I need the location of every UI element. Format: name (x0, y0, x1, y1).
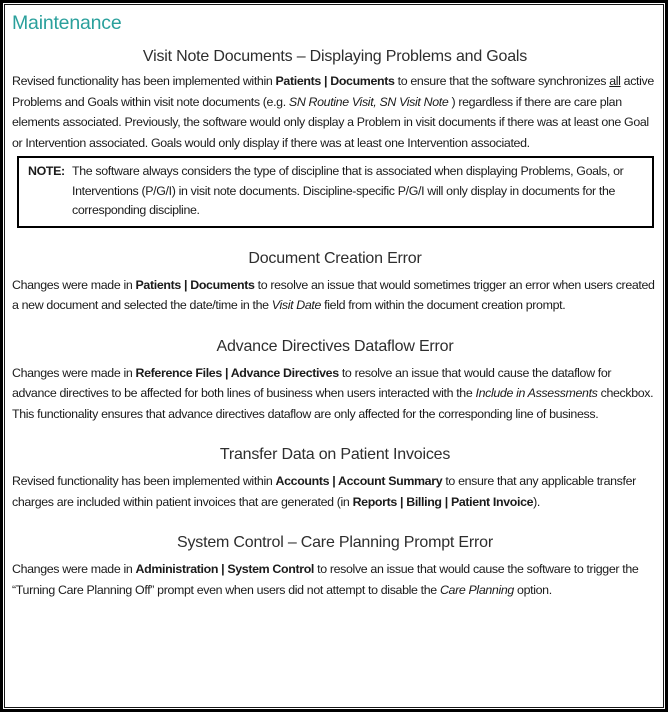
text-run: Changes were made in (12, 562, 136, 576)
text-run: option. (513, 582, 552, 597)
text-run: The software always considers the type of discipline that is associated when displaying Problems, Goals, or Interventions (P/G/I) in visit note documents. Discipline-specific P/G/I will only display in documents for the corresponding discipline. (72, 164, 624, 217)
text-run: ) regardless if there are care plan elements associated. Previously, the software would only display a Problem in visit documents if there was at least one Goal or Intervention associated. Goals would only display if there was at least one Intervention associated. (12, 94, 649, 150)
text-run: SN Routine Visit, SN Visit Note (288, 94, 449, 109)
text-run: Include in Assessments (475, 386, 598, 400)
section (12, 532, 658, 600)
document-body (12, 46, 658, 600)
text-run: all (609, 74, 621, 88)
section (12, 444, 658, 512)
text-run: Revised functionality has been implemented within (12, 474, 276, 488)
text-run: Patients | Documents (135, 277, 255, 292)
section-heading: Advance Directives Dataflow Error (216, 337, 454, 355)
text-run: Changes were made in (12, 365, 136, 380)
note-label: NOTE: (28, 164, 65, 178)
section (12, 248, 658, 316)
section-heading: System Control – Care Planning Prompt Error (177, 534, 493, 551)
section (12, 336, 658, 425)
paragraph (12, 471, 658, 512)
text-run: Care Planning (439, 582, 514, 597)
text-run: Revised functionality has been implemented within (12, 74, 276, 88)
paragraph (12, 275, 658, 316)
section (12, 46, 658, 228)
paragraph (12, 559, 658, 600)
text-run: to resolve an issue that would sometimes trigger an error when users created a new document and selected the date/time in the (12, 277, 655, 312)
section-heading: Visit Note Documents – Displaying Problems and Goals (142, 48, 528, 65)
text-run: Reports | Billing | Patient Invoice (352, 494, 534, 509)
text-run: Changes were made in (12, 277, 136, 292)
text-run: field from within the document creation prompt. (321, 298, 566, 312)
text-run: to resolve an issue that would cause the dataflow for advance directives to be affected for both lines of business when users interacted with the (12, 365, 612, 400)
text-run: active Problems and Goals within visit note documents (e.g. (12, 74, 654, 109)
text-run: Accounts | Account Summary (275, 474, 443, 488)
note-box (17, 156, 654, 228)
text-run: Patients | Documents (275, 74, 395, 88)
text-run: Visit Date (271, 298, 322, 312)
text-run: ). (533, 494, 541, 509)
section-heading: Transfer Data on Patient Invoices (219, 446, 451, 463)
note-text (72, 162, 644, 221)
section-heading: Document Creation Error (248, 249, 422, 267)
text-run: to ensure that the software synchronizes (394, 74, 610, 88)
text-run: to resolve an issue that would cause the software to trigger the “Turning Care Planning Off” prompt even when users did not attempt to disable the (12, 562, 639, 597)
text-run: to ensure that any applicable transfer charges are included within patient invoices that are generated (in (12, 474, 636, 509)
paragraph (12, 363, 658, 425)
text-run: Administration | System Control (135, 562, 315, 576)
text-run: checkbox. This functionality ensures that advance directives dataflow are only affected for the corresponding line of business. (12, 386, 654, 421)
text-run: Reference Files | Advance Directives (135, 365, 339, 380)
document-inner (4, 4, 664, 708)
page-title: Maintenance (12, 12, 122, 34)
paragraph (12, 71, 658, 153)
